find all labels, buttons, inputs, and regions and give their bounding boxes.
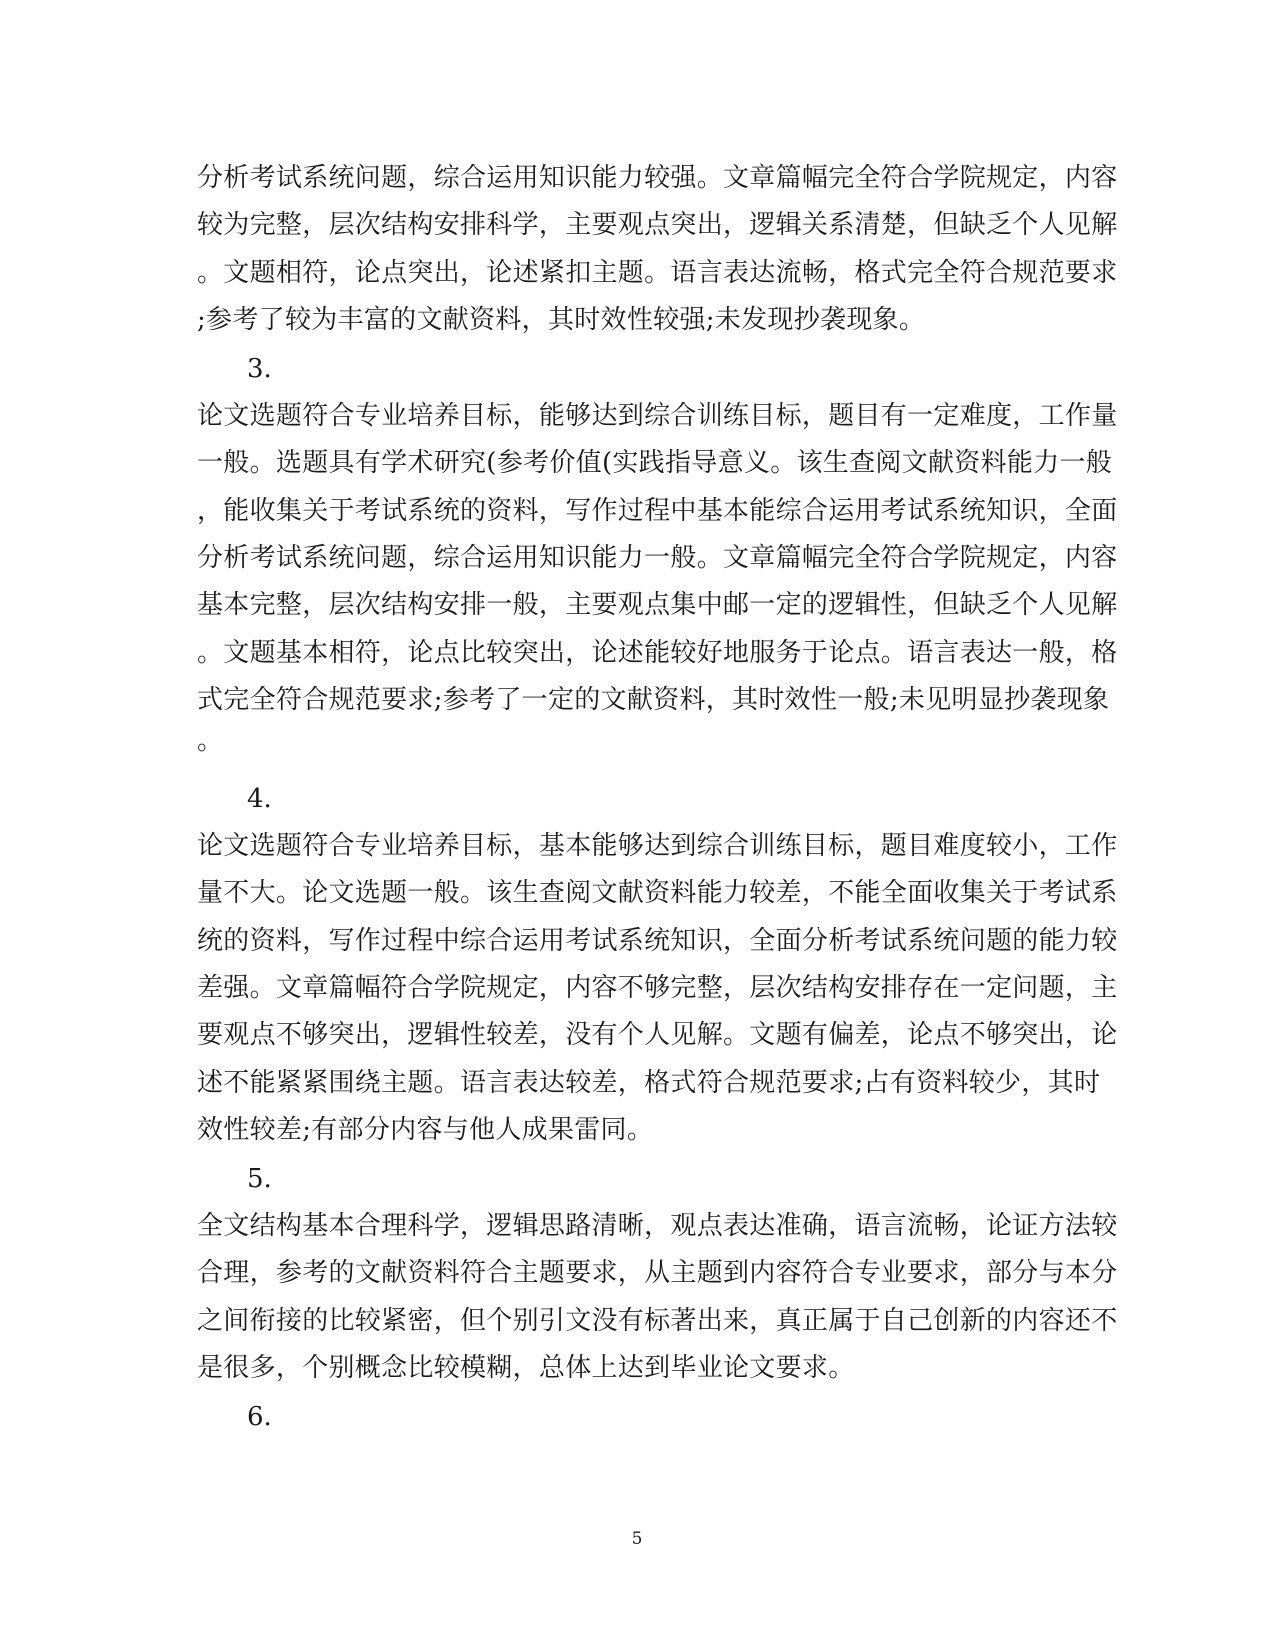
text-line: 较为完整，层次结构安排科学，主要观点突出，逻辑关系清楚，但缺乏个人见解 [197,210,1118,240]
item-number-3: 3. [247,354,272,384]
text-line: ;参考了较为丰富的文献资料，其时效性较强;未发现抄袭现象。 [197,305,926,335]
text-line: 统的资料，写作过程中综合运用考试系统知识，全面分析考试系统问题的能力较 [197,926,1118,956]
text-line: 述不能紧紧围绕主题。语言表达较差，格式符合规范要求;占有资料较少，其时 [197,1068,1101,1098]
item-number-5: 5. [247,1164,272,1194]
item-number-6: 6. [247,1402,272,1432]
text-line: 量不大。论文选题一般。该生查阅文献资料能力较差，不能全面收集关于考试系 [197,878,1118,908]
text-line: 差强。文章篇幅符合学院规定，内容不够完整，层次结构安排存在一定问题，主 [197,973,1118,1003]
text-line: 式完全符合规范要求;参考了一定的文献资料，其时效性一般;未见明显抄袭现象 [197,685,1110,715]
text-line: ，能收集关于考试系统的资料，写作过程中基本能综合运用考试系统知识，全面 [197,496,1118,526]
text-line: 。文题基本相符，论点比较突出，论述能较好地服务于论点。语言表达一般，格 [197,638,1118,668]
text-line: 效性较差;有部分内容与他人成果雷同。 [197,1115,654,1145]
text-line: 论文选题符合专业培养目标，能够达到综合训练目标，题目有一定难度，工作量 [197,401,1118,431]
text-line: 论文选题符合专业培养目标，基本能够达到综合训练目标，题目难度较小，工作 [197,831,1118,861]
text-line: 是很多，个别概念比较模糊，总体上达到毕业论文要求。 [197,1353,855,1383]
text-line: 基本完整，层次结构安排一般，主要观点集中邮一定的逻辑性，但缺乏个人见解 [197,590,1118,620]
text-line: 一般。选题具有学术研究(参考价值(实践指导意义。该生查阅文献资料能力一般 [197,448,1113,478]
page-number: 5 [631,1529,643,1549]
text-line: 之间衔接的比较紧密，但个别引文没有标著出来，真正属于自己创新的内容还不 [197,1306,1118,1336]
text-line: 全文结构基本合理科学，逻辑思路清晰，观点表达准确，语言流畅，论证方法较 [197,1211,1118,1241]
text-line: 。 [197,726,224,756]
item-number-4: 4. [247,784,272,814]
text-line: 合理，参考的文献资料符合主题要求，从主题到内容符合专业要求，部分与本分 [197,1258,1118,1288]
text-line: 。文题相符，论点突出，论述紧扣主题。语言表达流畅，格式完全符合规范要求 [197,258,1118,288]
text-line: 分析考试系统问题，综合运用知识能力较强。文章篇幅完全符合学院规定，内容 [197,163,1118,193]
text-line: 分析考试系统问题，综合运用知识能力一般。文章篇幅完全符合学院规定，内容 [197,543,1118,573]
text-line: 要观点不够突出，逻辑性较差，没有个人见解。文题有偏差，论点不够突出，论 [197,1020,1118,1050]
